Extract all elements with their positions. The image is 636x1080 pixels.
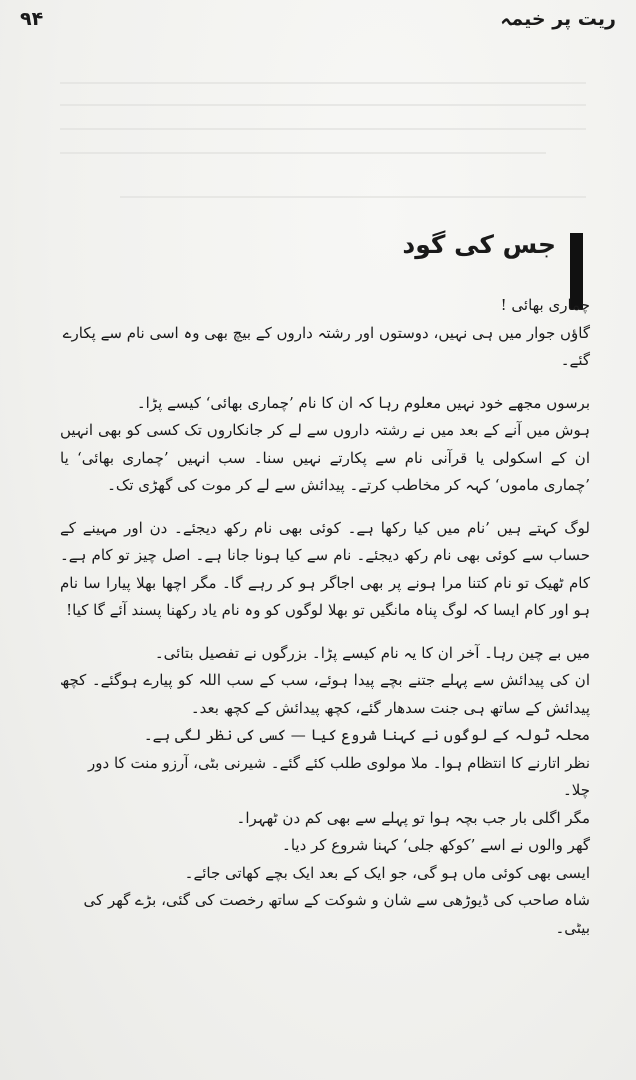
page-header — [20, 8, 616, 38]
show-through-line — [60, 82, 586, 84]
show-through-line — [120, 196, 586, 198]
running-title: ریت پر خیمہ — [500, 8, 616, 30]
paragraph: لوگ کہتے ہیں ’نام میں کیا رکھا ہے۔ کوئی بھی نام رکھ دیجئے۔ دن اور مہینے کے حساب سے کوئی بھی نام رکھ دیجئے۔ نام سے کیا ہونا جانا ہے۔ اصل چیز تو کام ہے۔ کام ٹھیک تو نام کتنا مرا ہونے پر بھی اجاگر ہو کر رہے گا۔ مگر اچھا بھلا پیارا سا نام ہو اور کام ایسا کہ لوگ پناہ مانگیں تو بھلا لوگوں کو وہ نام یاد رکھنا پسند آئے گا کیا! — [60, 518, 590, 619]
paragraph: گاؤں جوار میں ہی نہیں، دوستوں اور رشتہ داروں کے بیچ بھی وہ اسی نام سے پکارے گئے۔ — [62, 323, 590, 369]
paragraph: برسوں مجھے خود نہیں معلوم رہا کہ ان کا نام ’چماری بھائی‘ کیسے پڑا۔ — [136, 393, 590, 412]
paragraph: مگر اگلی بار جب بچہ ہوا تو پہلے سے بھی کم دن ٹھہرا۔ — [236, 808, 590, 827]
body-text — [60, 292, 590, 942]
paragraph: چماری بھائی ! — [500, 296, 590, 314]
show-through-line — [60, 152, 546, 154]
paragraph: گھر والوں نے اسے ’کوکھ جلی‘ کہنا شروع کر دیا۔ — [282, 836, 590, 854]
paragraph: ان کی پیدائش سے پہلے جتنے بچے پیدا ہوئے، سب کے سب اللہ کو پیارے ہوگئے۔ کچھ پیدائش کے ساتھ ہی جنت سدھار گئے، کچھ پیدائش کے کچھ بعد۔ — [60, 671, 590, 717]
paragraph: محلہ ٹولہ کے لوگوں نے کہنا شروع کیا — کسی کی نظر لگی ہے۔ — [143, 726, 590, 744]
paragraph: نظر اتارنے کا انتظام ہوا۔ ملا مولوی طلب کئے گئے۔ شیرنی بٹی، آرزو منت کا دور چلا۔ — [88, 753, 590, 799]
paragraph: میں بے چین رہا۔ آخر ان کا یہ نام کیسے پڑا۔ بزرگوں نے تفصیل بتائی۔ — [154, 643, 590, 662]
chapter-title: جس کی گود — [402, 230, 556, 259]
paragraph: ایسی بھی کوئی ماں ہو گی، جو ایک کے بعد ایک بچے کھاتی جائے۔ — [184, 863, 590, 882]
show-through-line — [60, 128, 586, 130]
paragraph: شاہ صاحب کی ڈیوڑھی سے شان و شوکت کے ساتھ رخصت کی گئی، بڑے گھر کی بیٹی۔ — [83, 891, 590, 937]
page-number: ۹۴ — [20, 8, 44, 30]
paragraph: ہوش میں آنے کے بعد میں نے رشتہ داروں سے لے کر جانکاروں تک کسی کو بھی انہیں ان کے اسکولی یا قرآنی نام سے پکارتے نہیں سنا۔ سب انہیں ’چماری بھائی‘ یا ’چماری ماموں‘ کہہ کر مخاطب کرتے۔ پیدائش سے لے کر موت کی گھڑی تک۔ — [60, 421, 590, 494]
show-through-line — [60, 104, 586, 106]
